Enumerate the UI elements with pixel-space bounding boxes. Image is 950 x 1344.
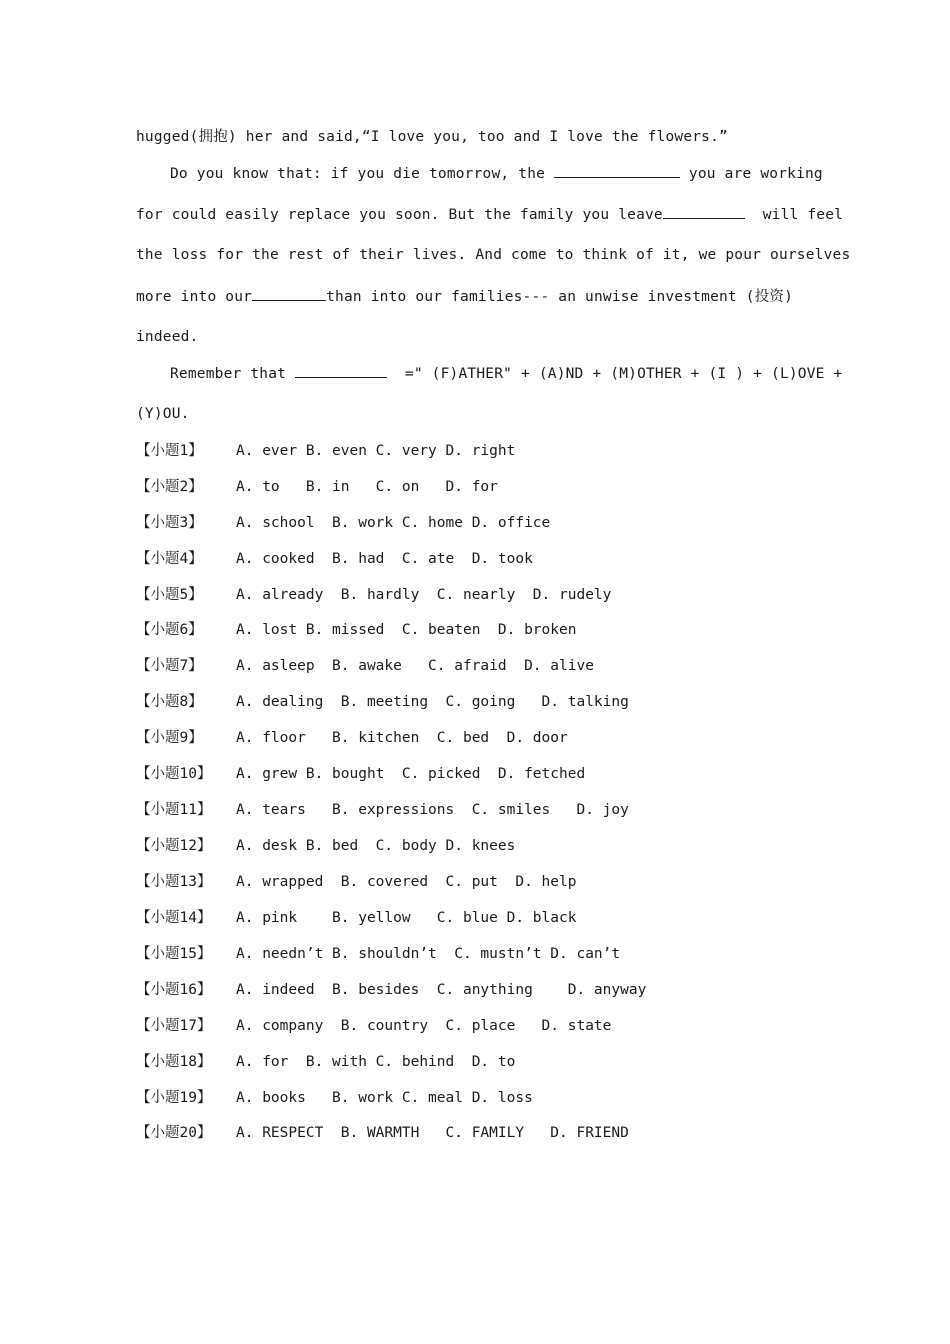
passage-text: Remember that [170, 366, 296, 382]
question-options: A. company B. country C. place D. state [236, 1018, 612, 1034]
question-options: A. floor B. kitchen C. bed D. door [236, 730, 568, 746]
question-number: 【小题6】 [136, 622, 203, 638]
passage-line: (Y)OU. [136, 406, 190, 422]
question-number: 【小题7】 [136, 658, 203, 674]
question-number: 【小题10】 [136, 766, 212, 782]
question-number: 【小题4】 [136, 551, 203, 567]
question-number: 【小题1】 [136, 443, 203, 459]
blank-line [663, 204, 745, 219]
question-row [136, 944, 620, 964]
question-row [136, 513, 550, 533]
question-options: A. grew B. bought C. picked D. fetched [236, 766, 586, 782]
question-row [136, 1052, 515, 1072]
question-row [136, 1123, 629, 1143]
question-number: 【小题8】 [136, 694, 203, 710]
question-number: 【小题16】 [136, 982, 212, 998]
question-options: A. dealing B. meeting C. going D. talking [236, 694, 629, 710]
question-number: 【小题11】 [136, 802, 212, 818]
question-row [136, 585, 611, 605]
blank-line [554, 163, 680, 178]
passage-line [136, 286, 793, 307]
passage-line: indeed. [136, 329, 199, 345]
passage-line: the loss for the rest of their lives. And come to think of it, we pour ourselves [136, 247, 851, 263]
question-number: 【小题19】 [136, 1090, 212, 1106]
question-options: A. needn’t B. shouldn’t C. mustn’t D. can’t [236, 946, 621, 962]
question-options: A. RESPECT B. WARMTH C. FAMILY D. FRIEND [236, 1125, 629, 1141]
question-options: A. pink B. yellow C. blue D. black [236, 910, 577, 926]
question-row [136, 908, 576, 928]
question-row [136, 1016, 611, 1036]
question-number: 【小题20】 [136, 1125, 212, 1141]
passage-line [136, 204, 843, 225]
question-row [136, 620, 576, 640]
question-number: 【小题12】 [136, 838, 212, 854]
question-options: A. asleep B. awake C. afraid D. alive [236, 658, 594, 674]
passage-text: will feel [744, 207, 844, 223]
question-number: 【小题15】 [136, 946, 212, 962]
passage-text: =" (F)ATHER" + (A)ND + (M)OTHER + (I ) + (L)OVE + [387, 366, 843, 382]
question-options: A. lost B. missed C. beaten D. broken [236, 622, 577, 638]
question-number: 【小题3】 [136, 515, 203, 531]
question-row [136, 728, 568, 748]
question-number: 【小题2】 [136, 479, 203, 495]
passage-text: more into our [136, 289, 253, 305]
question-options: A. school B. work C. home D. office [236, 515, 551, 531]
question-options: A. ever B. even C. very D. right [236, 443, 516, 459]
passage-text: you are working [679, 166, 823, 182]
question-row [136, 764, 585, 784]
blank-line [252, 286, 326, 301]
question-row [136, 1088, 533, 1108]
question-options: A. to B. in C. on D. for [236, 479, 498, 495]
question-number: 【小题9】 [136, 730, 203, 746]
question-options: A. already B. hardly C. nearly D. rudely [236, 587, 612, 603]
question-row [136, 872, 576, 892]
question-options: A. wrapped B. covered C. put D. help [236, 874, 577, 890]
passage-line [170, 363, 842, 384]
question-number: 【小题14】 [136, 910, 212, 926]
question-options: A. tears B. expressions C. smiles D. joy [236, 802, 629, 818]
question-options: A. cooked B. had C. ate D. took [236, 551, 533, 567]
question-row [136, 549, 533, 569]
passage-line: hugged(拥抱) her and said,“I love you, too and I love the flowers.” [136, 129, 728, 145]
question-options: A. books B. work C. meal D. loss [236, 1090, 533, 1106]
passage-text: than into our families--- an unwise investment (投资) [326, 289, 794, 305]
question-row [136, 836, 515, 856]
question-row [136, 656, 594, 676]
question-row [136, 800, 629, 820]
passage-line [170, 163, 823, 184]
question-options: A. indeed B. besides C. anything D. anyway [236, 982, 647, 998]
question-options: A. for B. with C. behind D. to [236, 1054, 516, 1070]
question-number: 【小题18】 [136, 1054, 212, 1070]
question-row [136, 692, 629, 712]
question-number: 【小题13】 [136, 874, 212, 890]
question-options: A. desk B. bed C. body D. knees [236, 838, 516, 854]
question-row [136, 477, 498, 497]
question-number: 【小题5】 [136, 587, 203, 603]
passage-text: Do you know that: if you die tomorrow, the [170, 166, 554, 182]
blank-line [295, 363, 387, 378]
question-number: 【小题17】 [136, 1018, 212, 1034]
question-row [136, 441, 515, 461]
question-row [136, 980, 646, 1000]
passage-text: for could easily replace you soon. But the family you leave [136, 207, 663, 223]
